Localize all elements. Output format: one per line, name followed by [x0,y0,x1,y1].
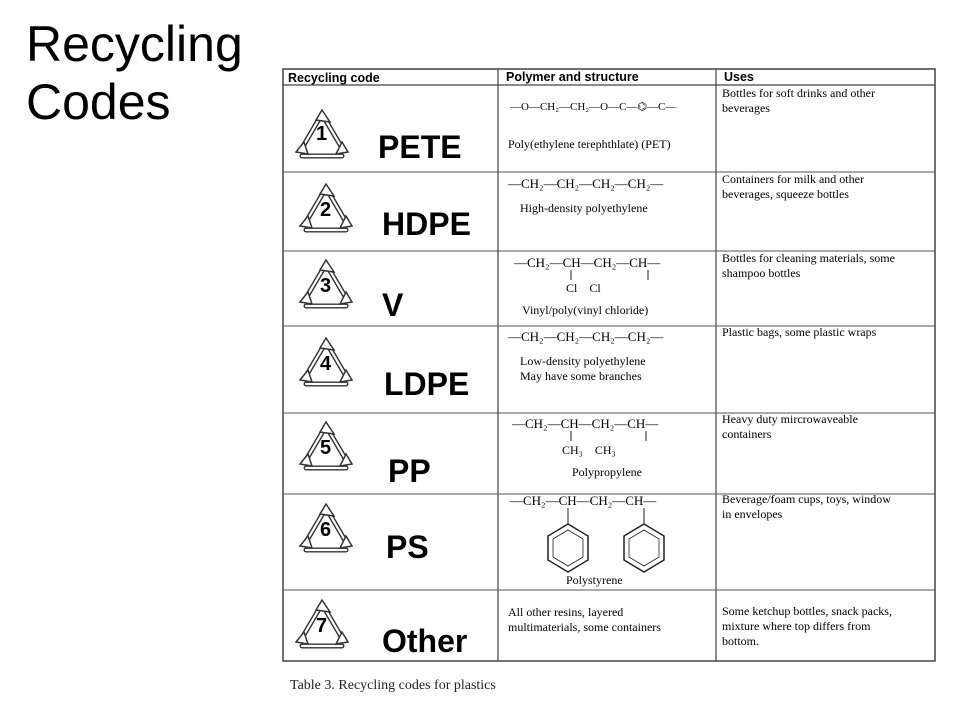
use-text: Containers for milk and other [722,172,864,186]
header-polymer: Polymer and structure [506,70,639,84]
resin-abbr: PP [388,453,431,489]
header-uses: Uses [724,70,754,84]
resin-number: 1 [316,123,328,145]
title-line-1: Recycling [26,16,243,72]
slide-title [26,16,243,131]
polymer-structure: —CH₂—CH₂—CH₂—CH₂— [508,329,664,344]
resin-abbr: HDPE [382,206,471,242]
use-text: Plastic bags, some plastic wraps [722,325,877,339]
polymer-name: Low-density polyethylene [520,354,646,368]
use-text: Bottles for soft drinks and other [722,86,875,100]
use-text: Beverage/foam cups, toys, window [722,492,891,506]
resin-abbr: Other [382,623,468,659]
polymer-name: May have some branches [520,369,642,383]
resin-abbr: V [382,287,404,323]
resin-number: 3 [320,275,332,297]
polymer-name: All other resins, layered [508,605,624,619]
resin-abbr: LDPE [384,366,470,402]
polymer-structure: —CH₂—CH—CH₂—CH— [512,416,659,431]
use-text: Some ketchup bottles, snack packs, [722,604,892,618]
resin-number: 2 [320,199,332,221]
recycling-table [282,68,937,668]
use-text: containers [722,427,772,441]
resin-number: 7 [316,615,328,637]
use-text: beverages [722,101,770,115]
polymer-structure: —CH₂—CH₂—CH₂—CH₂— [508,176,664,191]
polymer-name: Poly(ethylene terephthlate) (PET) [508,137,671,151]
use-text: in envelopes [722,507,783,521]
polymer-structure: —O—CH₂—CH₂—O—C—⌬—C— [510,101,677,113]
resin-number: 4 [320,353,332,375]
title-line-2: Codes [26,73,171,130]
use-text: shampoo bottles [722,266,801,280]
polymer-structure: —CH₂—CH—CH₂—CH— [510,493,657,508]
table-caption: Table 3. Recycling codes for plastics [290,678,496,693]
polymer-name: High-density polyethylene [520,201,648,215]
resin-abbr: PS [386,529,429,565]
use-text: bottom. [722,634,760,648]
polymer-structure: —CH₂—CH—CH₂—CH— [514,255,661,270]
use-text: Bottles for cleaning materials, some [722,251,895,265]
use-text: beverages, squeeze bottles [722,187,849,201]
header-recycling-code: Recycling code [288,71,380,85]
polymer-name: Polypropylene [572,465,642,479]
polymer-structure: CH₃ CH₃ [562,443,616,457]
polymer-structure: Cl Cl [566,281,601,295]
polymer-name: Polystyrene [566,573,623,587]
resin-number: 5 [320,437,332,459]
polymer-name: multimaterials, some containers [508,620,661,634]
polymer-name: Vinyl/poly(vinyl chloride) [522,303,649,317]
use-text: Heavy duty mircrowaveable [722,412,858,426]
use-text: mixture where top differs from [722,619,871,633]
resin-number: 6 [320,519,332,541]
resin-abbr: PETE [378,129,462,165]
